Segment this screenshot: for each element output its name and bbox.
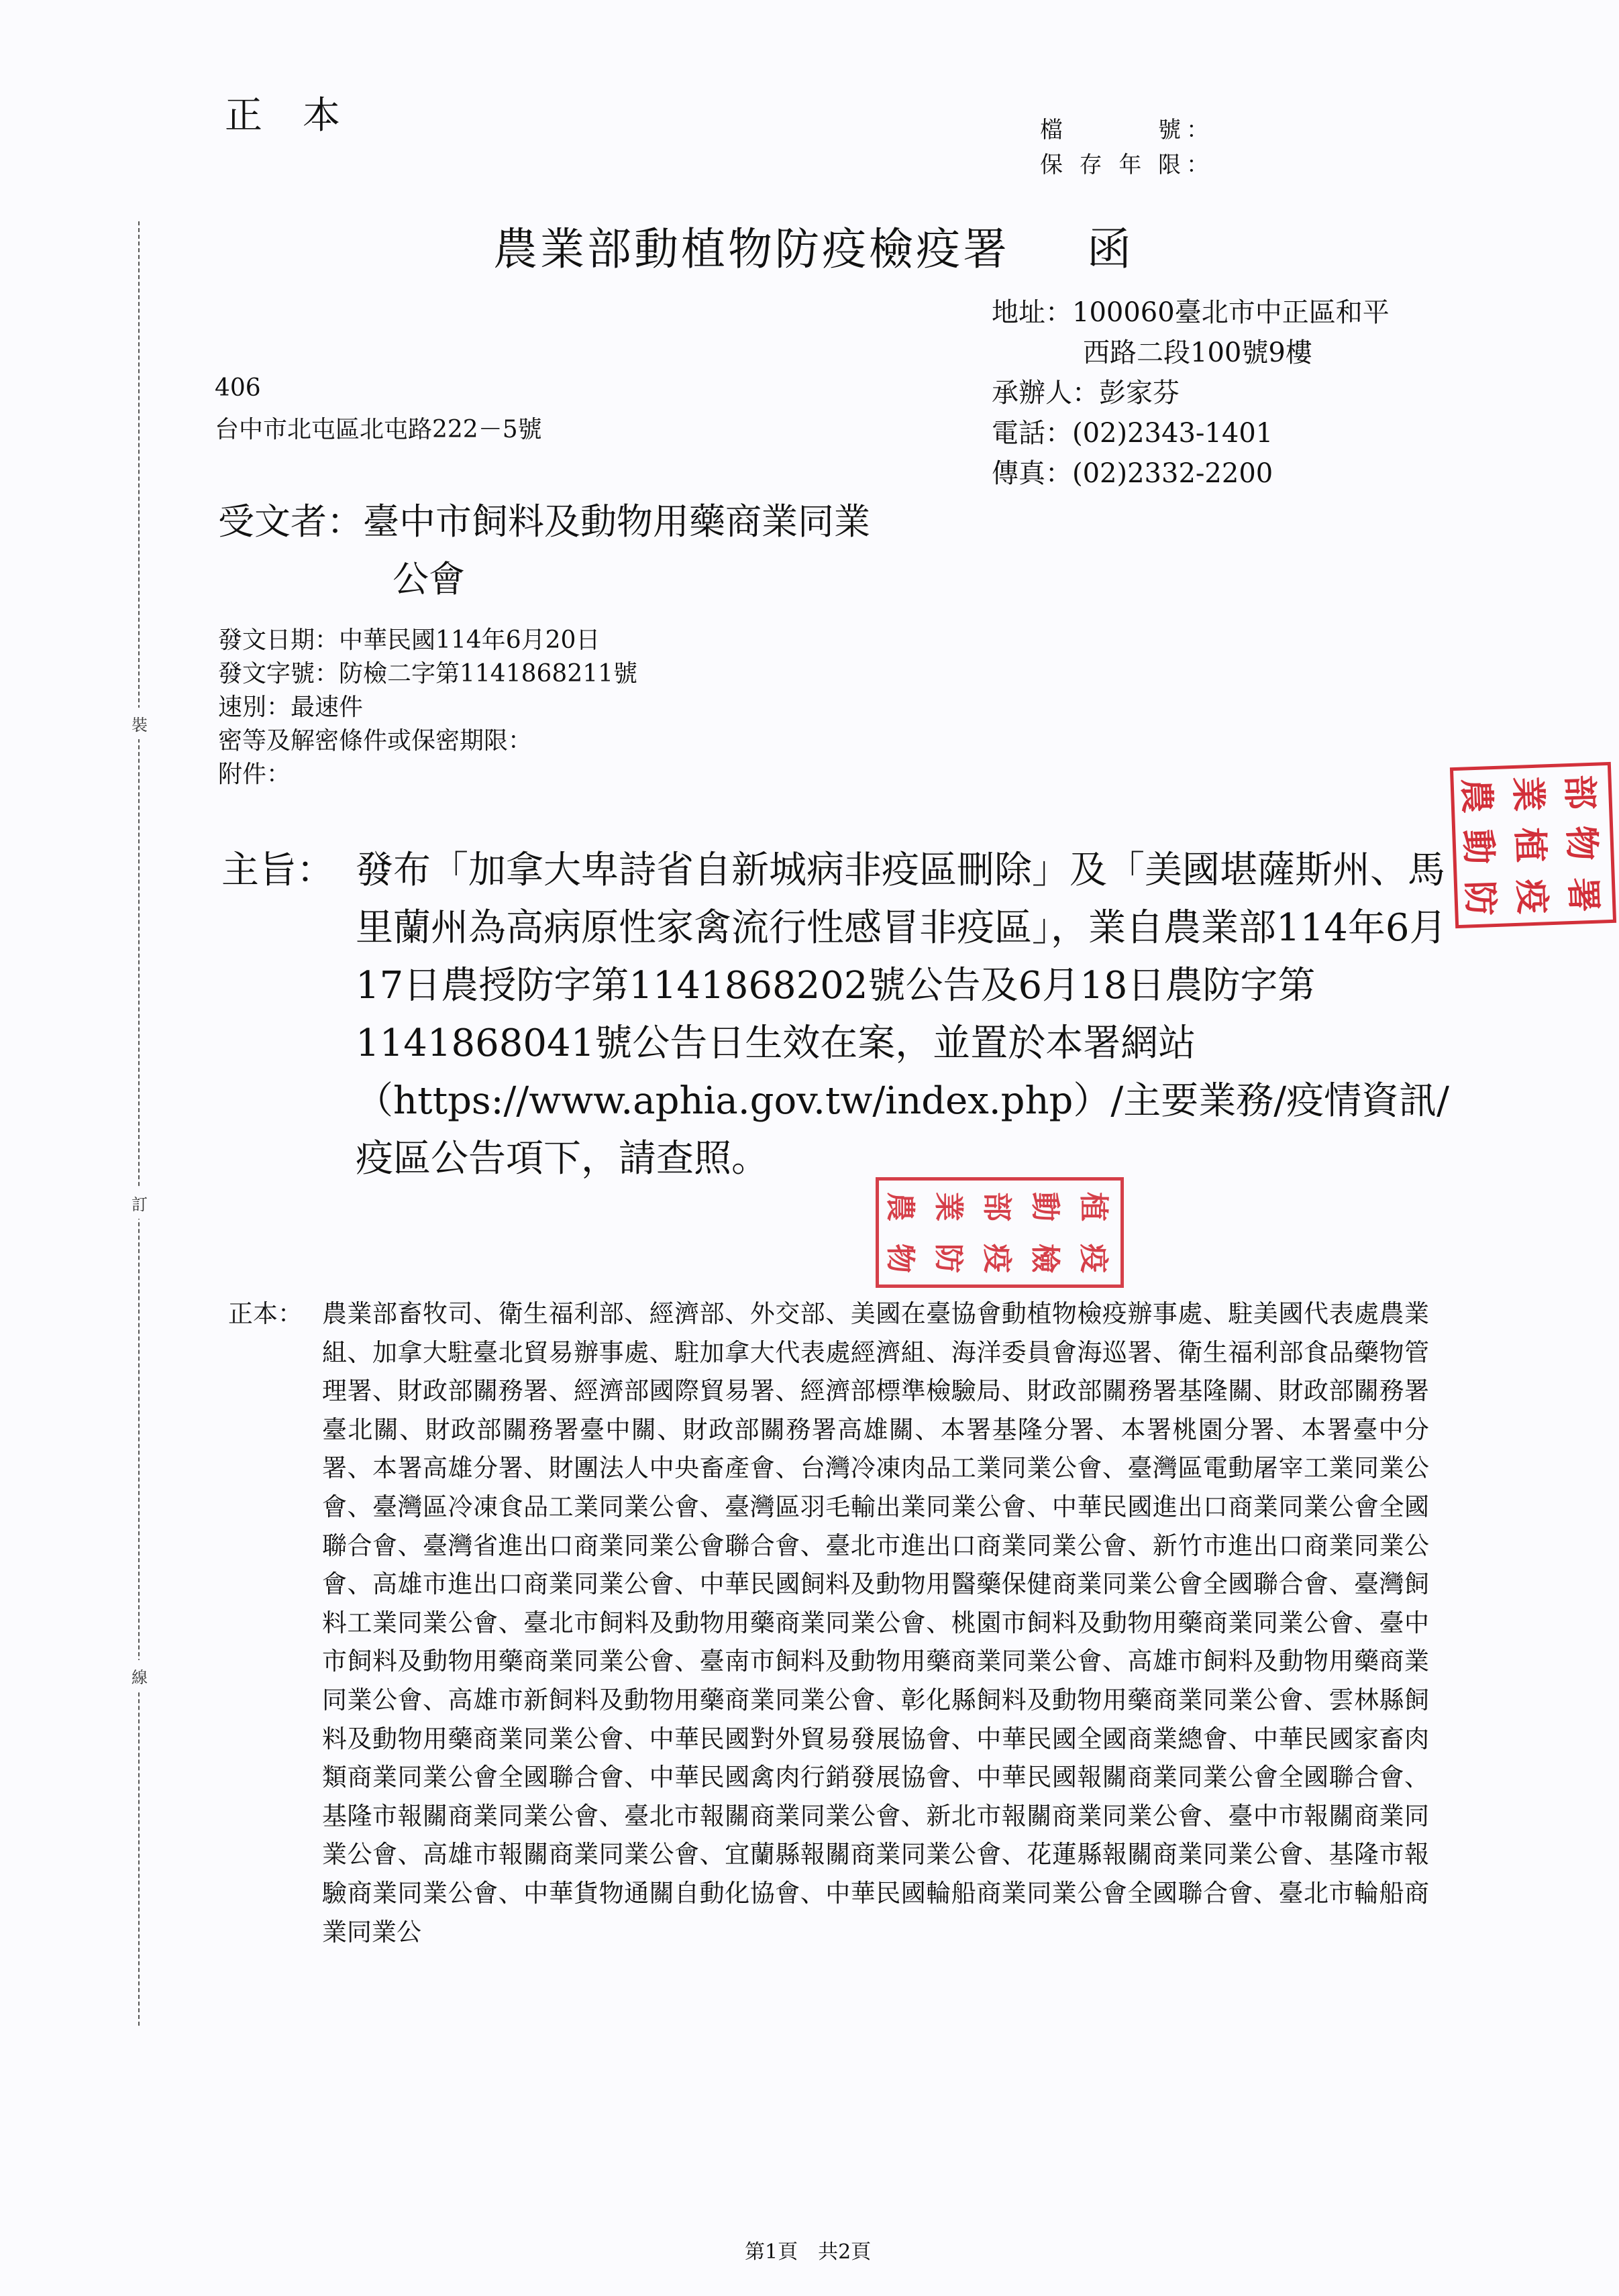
official-seal-large — [1450, 762, 1616, 928]
sender-contact-block — [992, 292, 1390, 494]
phone: 電話：(02)2343-1401 — [992, 418, 1273, 449]
handler: 承辦人：彭家芬 — [992, 378, 1180, 408]
retention-row: 保存年限 ： — [1040, 148, 1214, 182]
issue-number: 發文字號：防檢二字第1141868211號 — [218, 660, 638, 688]
document-title-org: 農業部動植物防疫檢疫署 — [493, 223, 1010, 275]
fax: 傳真：(02)2332-2200 — [992, 458, 1273, 489]
seal-glyph: 部 — [980, 1191, 1014, 1221]
recipient-label: 受文者： — [218, 500, 363, 543]
document-title-type: 函 — [1087, 223, 1131, 275]
seal-glyph: 防 — [931, 1244, 965, 1274]
seal-glyph: 物 — [1560, 825, 1602, 862]
cc-label: 正本： — [228, 1299, 303, 1328]
binding-mark-xian: 線 — [132, 1660, 148, 1692]
seal-glyph: 動 — [1457, 828, 1500, 865]
document-meta — [218, 624, 637, 791]
file-number-label: 檔號 — [1040, 117, 1181, 144]
seal-glyph: 業 — [931, 1191, 965, 1221]
sender-address-line2: 西路二段100號9樓 — [1083, 337, 1312, 368]
seal-glyph: 部 — [1558, 773, 1601, 810]
urgency: 速別：最速件 — [218, 694, 364, 721]
file-meta — [1040, 113, 1214, 182]
seal-glyph: 農 — [1455, 777, 1498, 814]
seal-glyph: 業 — [1506, 775, 1549, 812]
seal-glyph: 檢 — [1028, 1244, 1062, 1274]
subject-text: 發布「加拿大卑詩省自新城病非疫區刪除」及「美國堪薩斯州、馬里蘭州為高病原性家禽流行性感冒非疫區」，業自農業部114年6月17日農授防字第1141868202號公告及6月18日農防字第1141868041號公告日生效在案，並置於本署網站（https://www.aphia.gov.tw/index.php）/主要業務/疫情資訊/疫區公告項下，請查照。 — [356, 849, 1449, 1181]
seal-glyph: 動 — [1028, 1191, 1062, 1221]
subject-block — [221, 842, 1463, 1188]
seal-glyph: 署 — [1561, 877, 1604, 914]
secrecy: 密等及解密條件或保密期限： — [218, 727, 533, 755]
cc-block — [228, 1295, 1429, 1951]
recipient-name-line2: 公會 — [393, 558, 465, 600]
postal-address: 台中市北屯區北屯路222－5號 — [215, 416, 542, 443]
seal-glyph: 防 — [1459, 880, 1502, 917]
seal-glyph: 疫 — [980, 1244, 1014, 1274]
seal-glyph: 農 — [883, 1191, 917, 1221]
binding-line — [138, 221, 140, 2026]
subject-label: 主旨： — [221, 849, 334, 892]
seal-glyph: 物 — [883, 1244, 917, 1274]
cc-text: 農業部畜牧司、衛生福利部、經濟部、外交部、美國在臺協會動植物檢疫辦事處、駐美國代表處農業組、加拿大駐臺北貿易辦事處、駐加拿大代表處經濟組、海洋委員會海巡署、衛生福利部食品藥物管理署、財政部關務署、經濟部國際貿易署、經濟部標準檢驗局、財政部關務署基隆關、財政部關務署臺北關、財政部關務署臺中關、財政部關務署高雄關、本署基隆分署、本署桃園分署、本署臺中分署、本署高雄分署、財團法人中央畜產會、台灣冷凍肉品工業同業公會、臺灣區電動屠宰工業同業公會、臺灣區冷凍食品工業同業公會、臺灣區羽毛輸出業同業公會、中華民國進出口商業同業公會全國聯合會、臺灣省進出口商業同業公會聯合會、臺北市進出口商業同業公會、新竹市進出口商業同業公會、高雄市進出口商業同業公會、中華民國飼料及動物用醫藥保健商業同業公會全國聯合會、臺灣飼料工業同業公會、臺北市飼料及動物用藥商業同業公會、桃園市飼料及動物用藥商業同業公會、臺中市飼料及動物用藥商業同業公會、臺南市飼料及動物用藥商業同業公會、高雄市飼料及動物用藥商業同業公會、高雄市新飼料及動物用藥商業同業公會、彰化縣飼料及動物用藥商業同業公會、雲林縣飼料及動物用藥商業同業公會、中華民國對外貿易發展協會、中華民國全國商業總會、中華民國家畜肉類商業同業公會全國聯合會、中華民國禽肉行銷發展協會、中華民國報關商業同業公會全國聯合會、基隆市報關商業同業公會、臺北市報關商業同業公會、新北市報關商業同業公會、臺中市報關商業同業公會、高雄市報關商業同業公會、宜蘭縣報關商業同業公會、花蓮縣報關商業同業公會、基隆市報驗商業同業公會、中華貨物通關自動化協會、中華民國輪船商業同業公會全國聯合會、臺北市輪船商業同業公 — [322, 1299, 1429, 1947]
recipient-name-line1: 臺中市飼料及動物用藥商業同業 — [363, 500, 870, 543]
seal-glyph: 植 — [1508, 827, 1551, 864]
binding-mark-ding: 訂 — [132, 1187, 148, 1219]
seal-glyph: 植 — [1076, 1191, 1110, 1221]
attachments: 附件： — [218, 761, 291, 788]
issue-date: 發文日期：中華民國114年6月20日 — [218, 626, 600, 654]
official-seal-small — [876, 1177, 1124, 1288]
sender-address-line1: 地址：100060臺北市中正區和平 — [992, 297, 1390, 328]
recipient-block — [218, 493, 870, 608]
retention-label: 保存年限 — [1040, 152, 1181, 178]
recipient-postal-block — [215, 368, 542, 451]
seal-glyph: 疫 — [1076, 1244, 1110, 1274]
copy-label: 正本 — [225, 94, 380, 138]
file-number-row: 檔號 ： — [1040, 113, 1214, 148]
binding-mark-zhuang: 裝 — [132, 708, 148, 739]
seal-glyph: 疫 — [1510, 878, 1553, 915]
postal-code: 406 — [215, 374, 261, 402]
page-number: 第1頁 共2頁 — [745, 2240, 872, 2264]
